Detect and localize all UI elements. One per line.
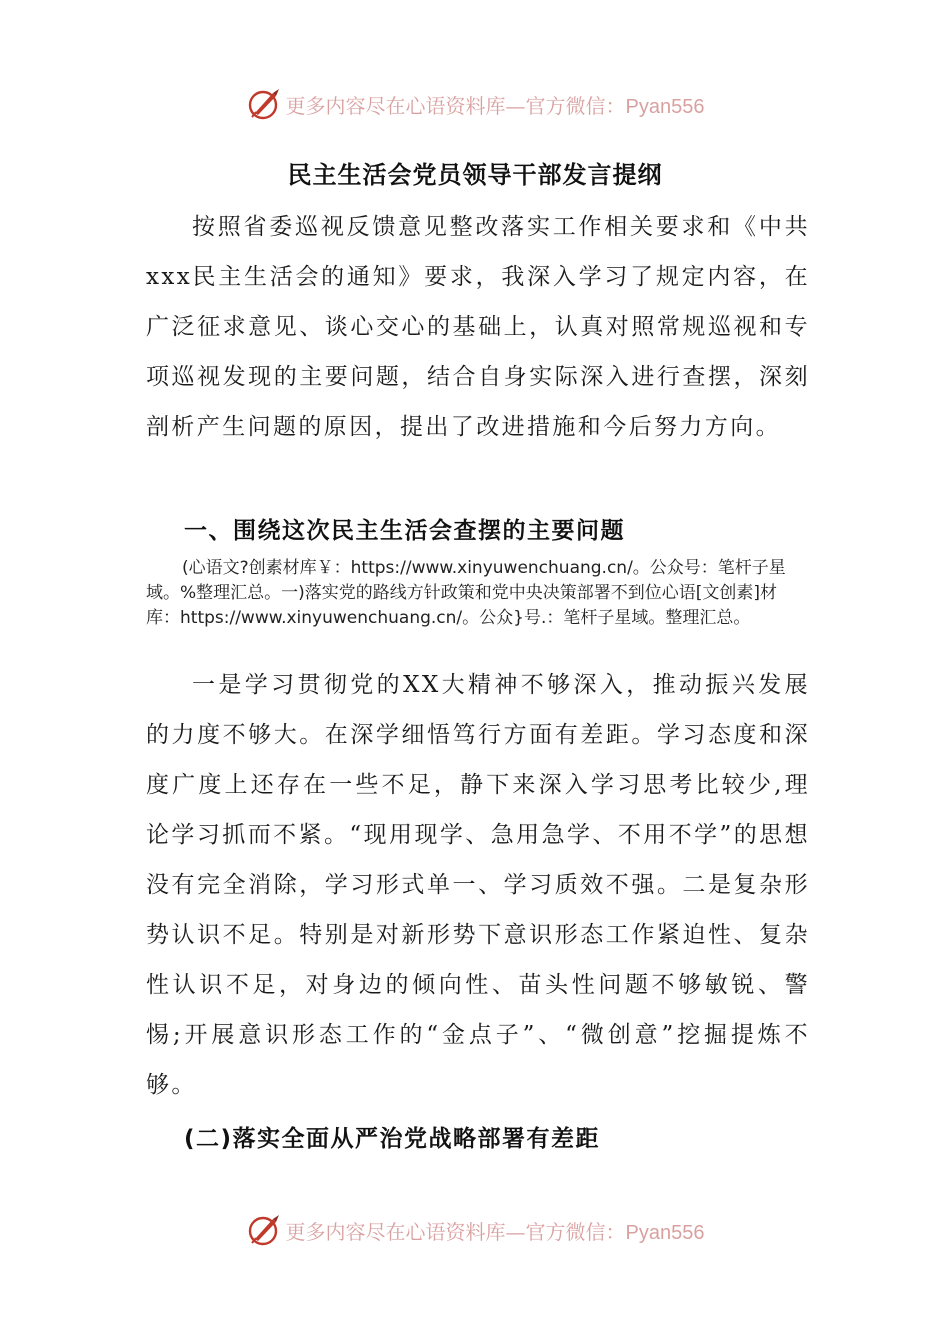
document-title: 民主生活会党员领导干部发言提纲 [287,161,663,189]
source-note: (心语文?创素材库￥：https://www.xinyuwenchuang.cn/。公众号：笔杆子星域。%整理汇总。一)落实党的路线方针政策和党中央决策部署不到位心语[文创素]材库：https://www.xinyuwenchuang.cn/。公众}号.：笔杆子星域。整理汇总。 [146,558,786,628]
banner-wechat-id: Pyan556 [625,95,705,118]
section-heading-2: (二)落实全面从严治党战略部署有差距 [184,1126,601,1152]
banner-slogan: 更多内容尽在心语资料库—官方微信： [285,93,626,118]
banner-slogan: 更多内容尽在心语资料库—官方微信： [285,1219,626,1244]
section-heading-1: 一、围绕这次民主生活会查摆的主要问题 [184,518,625,544]
footer-banner [0,1210,950,1250]
banner-wechat-id: Pyan556 [625,1221,705,1244]
header-banner [0,84,950,124]
quill-pen-logo-icon [246,86,282,122]
body-paragraph: 一是学习贯彻党的XX大精神不够深入，推动振兴发展的力度不够大。在深学细悟笃行方面有差距。学习态度和深度广度上还存在一些不足，静下来深入学习思考比较少,理论学习抓而不紧。“现用现学、急用急学、不用不学”的思想没有完全消除，学习形式单一、学习质效不强。二是复杂形势认识不足。特别是对新形势下意识形态工作紧迫性、复杂性认识不足，对身边的倾向性、苗头性问题不够敏锐、警惕;开展意识形态工作的“金点子”、“微创意”挖掘提炼不够。 [146,672,810,1098]
banner-text [286,90,705,119]
banner-text [286,1216,705,1245]
intro-paragraph: 按照省委巡视反馈意见整改落实工作相关要求和《中共xxx民主生活会的通知》要求，我深入学习了规定内容，在广泛征求意见、谈心交心的基础上，认真对照常规巡视和专项巡视发现的主要问题，结合自身实际深入进行查摆，深刻剖析产生问题的原因，提出了改进措施和今后努力方向。 [146,214,810,440]
quill-pen-logo-icon [246,1212,282,1248]
